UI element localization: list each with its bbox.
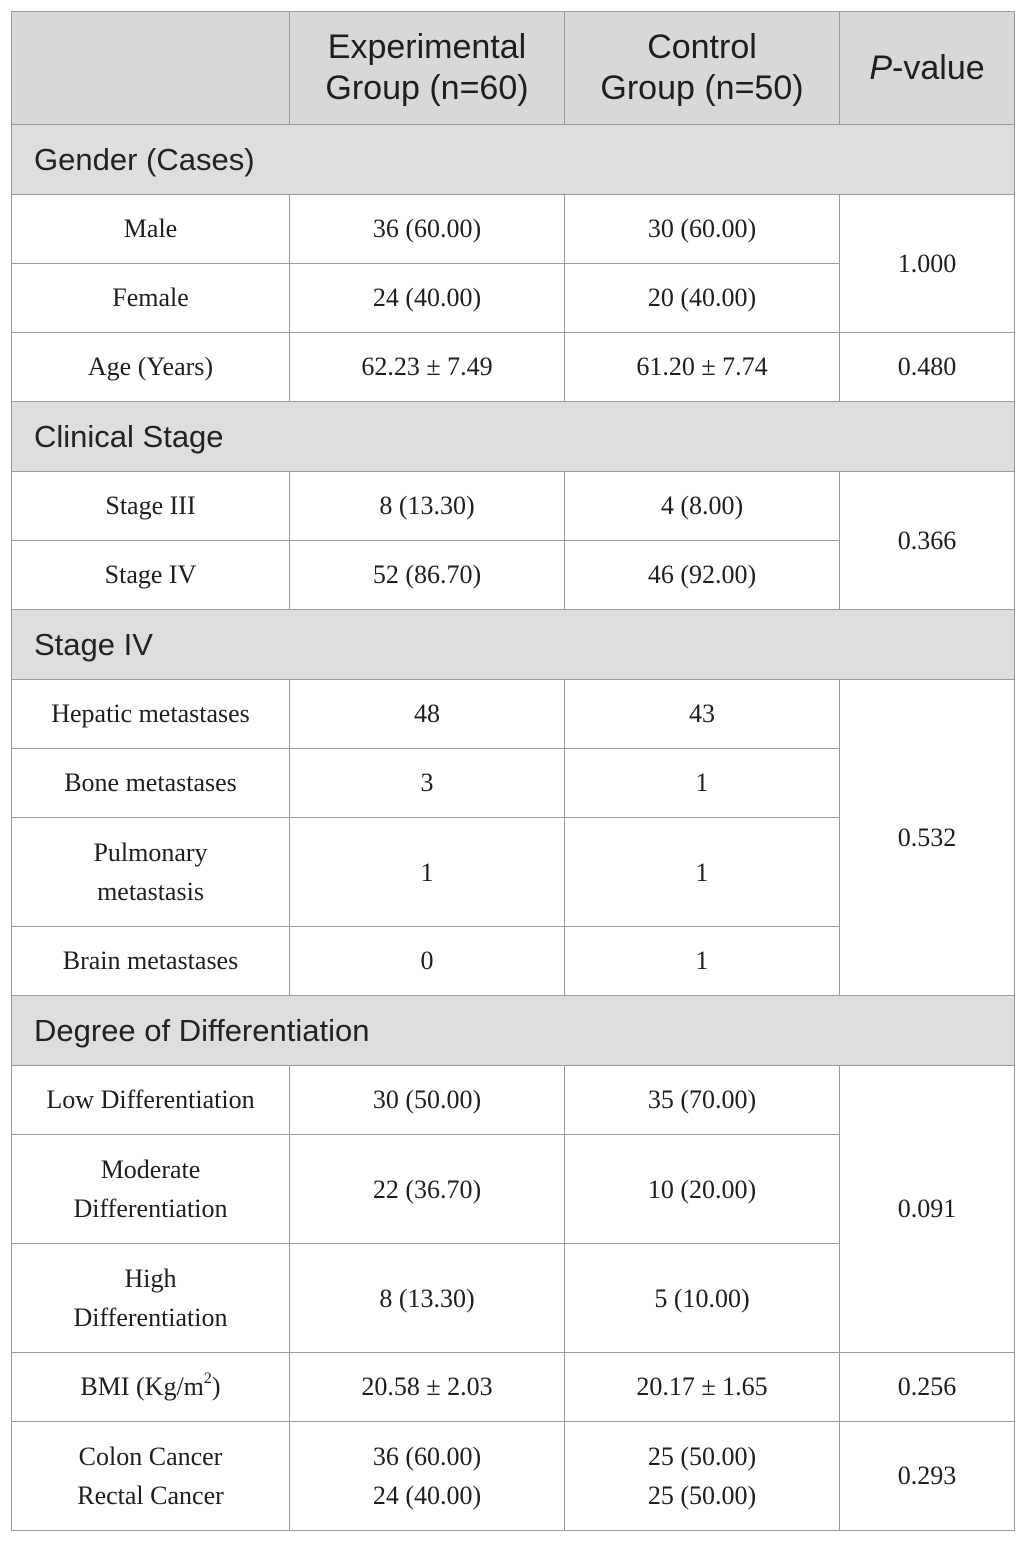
row-label-high-line2: Differentiation: [73, 1303, 228, 1332]
cell-ctrl-female: 20 (40.00): [565, 264, 840, 333]
cell-ctrl-pulmonary: 1: [565, 818, 840, 927]
header-p-rest: -value: [892, 48, 985, 87]
header-experimental-line1: Experimental: [327, 28, 527, 66]
row-label-pulmonary-line2: metastasis: [97, 877, 204, 906]
cell-exp-high: 8 (13.30): [290, 1244, 565, 1353]
cell-p-gender: 1.000: [840, 195, 1015, 333]
cell-ctrl-male: 30 (60.00): [565, 195, 840, 264]
section-row-differentiation: [12, 996, 1015, 1066]
section-row-gender: [12, 125, 1015, 195]
section-title-gender: Gender (Cases): [12, 125, 1015, 195]
cell-ctrl-brain: 1: [565, 927, 840, 996]
row-label-female: Female: [12, 264, 290, 333]
row-label-stage3: Stage III: [12, 472, 290, 541]
row-label-moderate-line2: Differentiation: [73, 1194, 228, 1223]
table-row-low: [12, 1066, 1015, 1135]
header-control-group: [565, 12, 840, 125]
header-control-line1: Control: [647, 28, 757, 66]
table-header: [12, 12, 1015, 125]
header-control-line2: Group (n=50): [600, 69, 804, 107]
cell-ctrl-rectal: 25 (50.00): [647, 1481, 757, 1510]
row-label-stage4: Stage IV: [12, 541, 290, 610]
cell-ctrl-hepatic: 43: [565, 680, 840, 749]
cell-exp-female: 24 (40.00): [290, 264, 565, 333]
cell-ctrl-stage4: 46 (92.00): [565, 541, 840, 610]
row-label-rectal: Rectal Cancer: [77, 1481, 224, 1510]
table-row-bmi: [12, 1353, 1015, 1422]
header-p-value: [840, 12, 1015, 125]
cell-ctrl-low: 35 (70.00): [565, 1066, 840, 1135]
header-experimental-line2: Group (n=60): [325, 69, 529, 107]
table-row-male: [12, 195, 1015, 264]
section-title-differentiation: Degree of Differentiation: [12, 996, 1015, 1066]
cell-ctrl-age: 61.20 ± 7.74: [565, 333, 840, 402]
cell-ctrl-moderate: 10 (20.00): [565, 1135, 840, 1244]
baseline-characteristics-table: [11, 11, 1015, 1531]
cell-p-bmi: 0.256: [840, 1353, 1015, 1422]
cell-ctrl-bone: 1: [565, 749, 840, 818]
cell-p-differentiation: 0.091: [840, 1066, 1015, 1353]
cell-exp-brain: 0: [290, 927, 565, 996]
row-label-moderate: [12, 1135, 290, 1244]
row-label-colon: Colon Cancer: [78, 1442, 223, 1471]
table-row-age: [12, 333, 1015, 402]
cell-exp-colon: 36 (60.00): [372, 1442, 482, 1471]
table-row-stage3: [12, 472, 1015, 541]
row-label-cancer-type: [12, 1422, 290, 1531]
cell-p-metastases: 0.532: [840, 680, 1015, 996]
cell-ctrl-bmi: 20.17 ± 1.65: [565, 1353, 840, 1422]
cell-exp-cancer-type: [290, 1422, 565, 1531]
row-label-brain: Brain metastases: [12, 927, 290, 996]
row-label-age: Age (Years): [12, 333, 290, 402]
header-row: [12, 12, 1015, 125]
row-label-bmi: [12, 1353, 290, 1422]
cell-exp-low: 30 (50.00): [290, 1066, 565, 1135]
cell-exp-moderate: 22 (36.70): [290, 1135, 565, 1244]
row-label-high-line1: High: [124, 1264, 177, 1293]
section-row-stage-iv: [12, 610, 1015, 680]
row-label-male: Male: [12, 195, 290, 264]
row-label-pulmonary-line1: Pulmonary: [93, 838, 208, 867]
row-label-low: Low Differentiation: [12, 1066, 290, 1135]
row-label-high: [12, 1244, 290, 1353]
cell-ctrl-high: 5 (10.00): [565, 1244, 840, 1353]
cell-exp-bmi: 20.58 ± 2.03: [290, 1353, 565, 1422]
cell-p-age: 0.480: [840, 333, 1015, 402]
cell-exp-pulmonary: 1: [290, 818, 565, 927]
cell-ctrl-stage3: 4 (8.00): [565, 472, 840, 541]
row-label-bmi-main: BMI (Kg/m: [80, 1372, 204, 1401]
row-label-bone: Bone metastases: [12, 749, 290, 818]
cell-exp-bone: 3: [290, 749, 565, 818]
header-experimental-group: [290, 12, 565, 125]
row-label-pulmonary: [12, 818, 290, 927]
cell-exp-age: 62.23 ± 7.49: [290, 333, 565, 402]
section-title-clinical-stage: Clinical Stage: [12, 402, 1015, 472]
table-row-hepatic: [12, 680, 1015, 749]
cell-p-stage: 0.366: [840, 472, 1015, 610]
cell-exp-male: 36 (60.00): [290, 195, 565, 264]
row-label-bmi-end: ): [211, 1372, 221, 1401]
header-empty-cell: [12, 12, 290, 125]
table-body: [12, 125, 1015, 1531]
row-label-bmi-sup: 2: [203, 1370, 212, 1387]
section-title-stage-iv: Stage IV: [12, 610, 1015, 680]
cell-p-cancer-type: 0.293: [840, 1422, 1015, 1531]
cell-exp-stage4: 52 (86.70): [290, 541, 565, 610]
cell-exp-hepatic: 48: [290, 680, 565, 749]
row-label-hepatic: Hepatic metastases: [12, 680, 290, 749]
cell-ctrl-colon: 25 (50.00): [647, 1442, 757, 1471]
cell-exp-rectal: 24 (40.00): [372, 1481, 482, 1510]
row-label-moderate-line1: Moderate: [100, 1155, 201, 1184]
header-p-italic: P: [869, 48, 893, 87]
cell-ctrl-cancer-type: [565, 1422, 840, 1531]
table-row-cancer-type: [12, 1422, 1015, 1531]
section-row-clinical-stage: [12, 402, 1015, 472]
cell-exp-stage3: 8 (13.30): [290, 472, 565, 541]
